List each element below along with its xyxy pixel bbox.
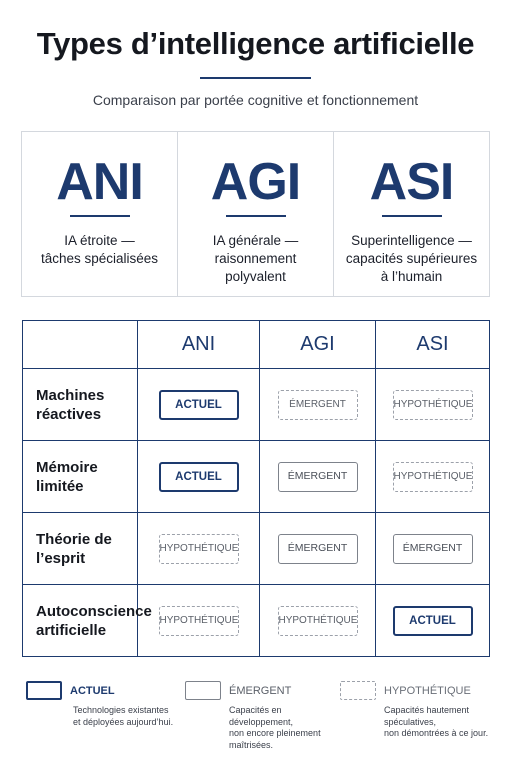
card-desc-line: Superintelligence — bbox=[351, 233, 472, 248]
table-cell bbox=[260, 369, 376, 441]
row-label-line: Mémoire bbox=[36, 458, 98, 476]
status-badge: HYPOTHÉTIQUE bbox=[278, 606, 358, 636]
card-abbr: AGI bbox=[210, 153, 301, 211]
row-label-line: Machines bbox=[36, 386, 105, 404]
comparison-table bbox=[22, 320, 490, 657]
legend-description bbox=[384, 705, 509, 740]
legend-desc-line: non démontrées à ce jour. bbox=[384, 728, 489, 738]
legend-desc-line: et déployées aujourd’hui. bbox=[73, 716, 174, 727]
table-cell bbox=[138, 585, 260, 657]
legend-name: ACTUEL bbox=[70, 685, 115, 697]
card-description bbox=[342, 232, 481, 286]
card-ani bbox=[22, 132, 178, 296]
status-badge: ÉMERGENT bbox=[278, 534, 358, 564]
row-label-line: réactives bbox=[36, 405, 102, 423]
table-cell bbox=[138, 513, 260, 585]
card-desc-line: raisonnement bbox=[214, 251, 297, 266]
column-header: ANI bbox=[138, 321, 260, 369]
card-agi bbox=[178, 132, 334, 296]
legend-swatch bbox=[185, 681, 221, 700]
legend-desc-line: Technologies existantes bbox=[73, 705, 169, 715]
table-cell bbox=[260, 513, 376, 585]
table-row bbox=[23, 441, 490, 513]
page-subtitle: Comparaison par portée cognitive et fonctionnement bbox=[92, 92, 419, 108]
table-cell bbox=[260, 585, 376, 657]
table-row bbox=[23, 513, 490, 585]
status-badge: ACTUEL bbox=[393, 606, 473, 636]
status-badge: ACTUEL bbox=[159, 390, 239, 420]
card-desc-line: polyvalent bbox=[225, 269, 286, 284]
legend-name: HYPOTHÉTIQUE bbox=[384, 685, 471, 697]
card-abbr: ASI bbox=[369, 153, 454, 211]
card-desc-line: à l’humain bbox=[380, 269, 443, 284]
column-header: AGI bbox=[260, 321, 376, 369]
table-cell bbox=[260, 441, 376, 513]
card-description bbox=[186, 232, 325, 286]
table-row bbox=[23, 585, 490, 657]
legend-desc-line: maîtrisées. bbox=[229, 739, 274, 750]
status-badge: HYPOTHÉTIQUE bbox=[159, 534, 239, 564]
status-badge: HYPOTHÉTIQUE bbox=[393, 390, 473, 420]
legend-name: ÉMERGENT bbox=[229, 685, 292, 697]
row-label bbox=[23, 585, 152, 657]
table-cell bbox=[376, 369, 490, 441]
legend-desc-line: Capacités en développement, bbox=[229, 705, 294, 727]
card-divider bbox=[70, 215, 130, 217]
table-header-row bbox=[23, 321, 490, 369]
table-cell bbox=[376, 441, 490, 513]
card-desc-line: IA générale — bbox=[212, 233, 299, 248]
card-desc-line: capacités supérieures bbox=[345, 251, 478, 266]
card-description bbox=[30, 232, 169, 268]
card-desc-line: tâches spécialisées bbox=[40, 251, 159, 266]
title-divider bbox=[200, 77, 311, 79]
status-badge: ACTUEL bbox=[159, 462, 239, 492]
table-corner-cell bbox=[23, 321, 138, 369]
row-label bbox=[23, 513, 138, 585]
row-label-line: Théorie de bbox=[36, 530, 112, 548]
status-badge: HYPOTHÉTIQUE bbox=[393, 462, 473, 492]
table-cell bbox=[138, 441, 260, 513]
card-divider bbox=[382, 215, 442, 217]
row-label bbox=[23, 441, 138, 513]
legend-description bbox=[229, 705, 339, 751]
row-label-line: limitée bbox=[36, 477, 84, 495]
status-badge: ÉMERGENT bbox=[278, 390, 358, 420]
table-cell bbox=[376, 513, 490, 585]
ai-type-cards bbox=[21, 131, 490, 297]
status-badge: ÉMERGENT bbox=[393, 534, 473, 564]
card-asi bbox=[334, 132, 489, 296]
row-label-line: Autoconscience bbox=[36, 602, 152, 620]
legend-desc-line: non encore pleinement bbox=[229, 728, 321, 738]
table-row bbox=[23, 369, 490, 441]
row-label-line: l’esprit bbox=[36, 549, 86, 567]
legend-swatch bbox=[26, 681, 62, 700]
status-badge: HYPOTHÉTIQUE bbox=[159, 606, 239, 636]
page-title: Types d’intelligence artificielle bbox=[36, 26, 475, 61]
status-badge: ÉMERGENT bbox=[278, 462, 358, 492]
card-abbr: ANI bbox=[56, 153, 143, 211]
table-cell bbox=[138, 369, 260, 441]
legend-description bbox=[73, 705, 183, 728]
row-label-line: artificielle bbox=[36, 621, 107, 639]
card-divider bbox=[226, 215, 286, 217]
legend-desc-line: Capacités hautement spéculatives, bbox=[384, 705, 470, 727]
column-header: ASI bbox=[376, 321, 490, 369]
table-cell bbox=[376, 585, 490, 657]
row-label bbox=[23, 369, 138, 441]
legend-swatch bbox=[340, 681, 376, 700]
card-desc-line: IA étroite — bbox=[64, 233, 135, 248]
